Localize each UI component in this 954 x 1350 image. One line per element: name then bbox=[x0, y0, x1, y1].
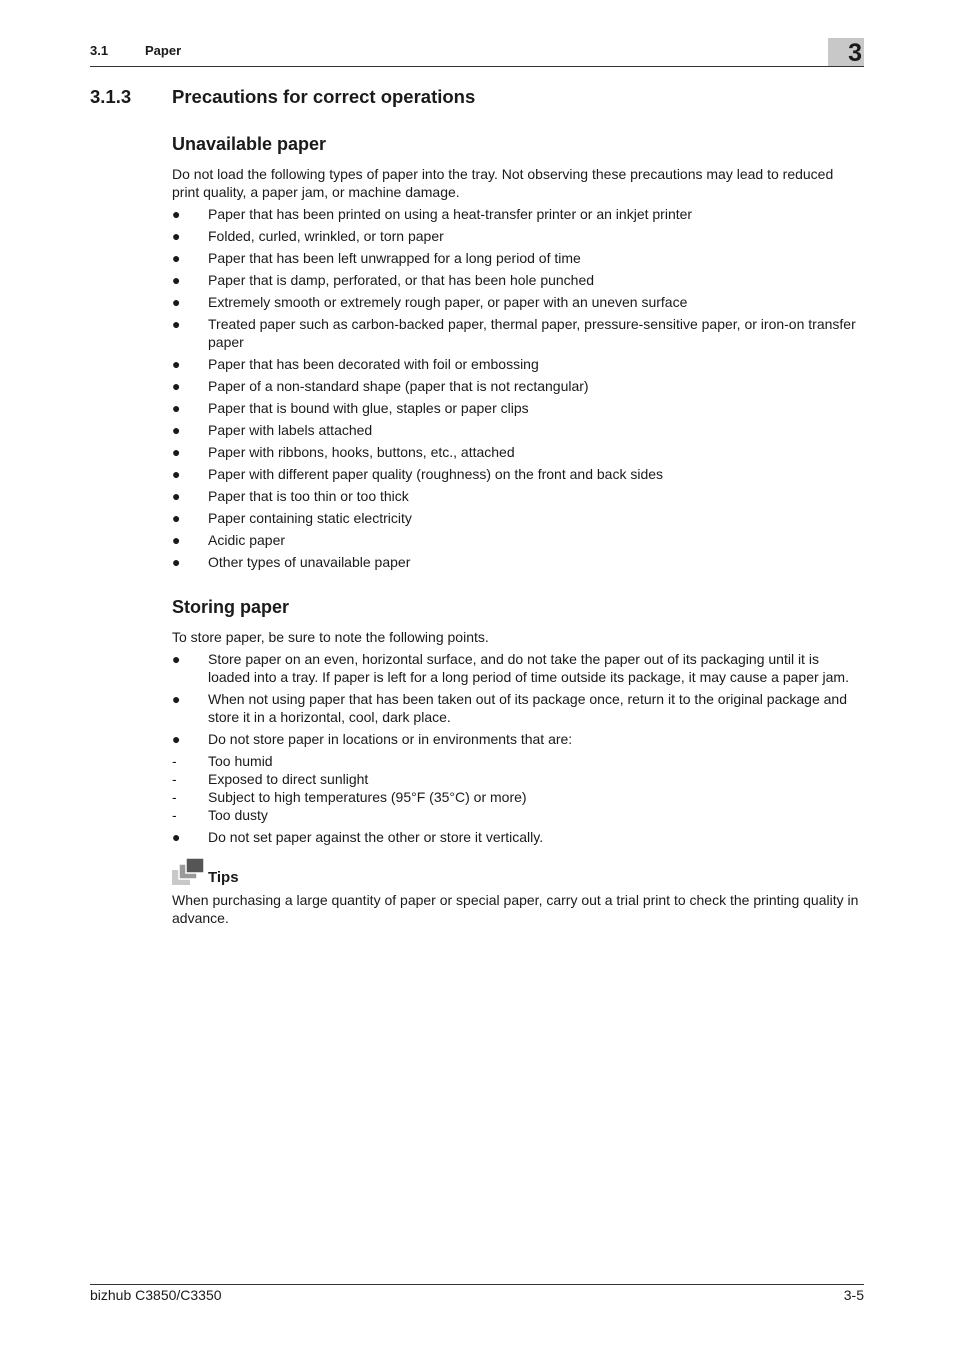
tips-text: When purchasing a large quantity of paper or special paper, carry out a trial print to check the printing quality in advance. bbox=[172, 892, 859, 926]
list-item: ● Folded, curled, wrinkled, or torn paper bbox=[172, 228, 444, 244]
dash-mark: - bbox=[172, 771, 177, 787]
list-item: ● Other types of unavailable paper bbox=[172, 554, 411, 570]
bullet-mark: ● bbox=[172, 444, 181, 460]
bullet-mark: ● bbox=[172, 422, 181, 438]
dash-mark: - bbox=[172, 789, 177, 805]
footer-page-number: 3-5 bbox=[843, 1287, 864, 1303]
sub-list-item: - Too dusty bbox=[172, 807, 268, 823]
storing-list bbox=[172, 650, 864, 846]
header-section-number: 3.1 bbox=[90, 43, 109, 58]
list-item: ● Paper with ribbons, hooks, buttons, etc., attached bbox=[172, 444, 515, 460]
dash-mark: - bbox=[172, 753, 177, 769]
section-number: 3.1.3 bbox=[90, 86, 132, 107]
unavailable-intro: Do not load the following types of paper into the tray. Not observing these precautions may lead to reduced print quality, a paper jam, or machine damage. bbox=[172, 166, 834, 200]
list-item: ● Paper that has been left unwrapped for a long period of time bbox=[172, 250, 581, 266]
bullet-mark: ● bbox=[172, 250, 181, 266]
list-item: ● Paper with labels attached bbox=[172, 422, 373, 438]
storing-intro: To store paper, be sure to note the following points. bbox=[172, 629, 489, 645]
list-item: ● When not using paper that has been taken out of its package once, return it to the original package and store it in a horizontal, cool, dark place. bbox=[172, 691, 847, 725]
page-footer bbox=[90, 1284, 864, 1303]
bullet-mark: ● bbox=[172, 294, 181, 310]
sub-list-item: - Exposed to direct sunlight bbox=[172, 771, 369, 787]
tips-header bbox=[172, 857, 864, 887]
bullet-mark: ● bbox=[172, 532, 181, 548]
section-heading bbox=[90, 86, 475, 108]
list-item: ● Extremely smooth or extremely rough paper, or paper with an uneven surface bbox=[172, 294, 688, 310]
tips-block bbox=[172, 857, 864, 927]
bullet-mark: ● bbox=[172, 316, 181, 332]
list-item: ● Paper that is bound with glue, staples or paper clips bbox=[172, 400, 529, 416]
chapter-badge: 3 bbox=[828, 38, 864, 66]
bullet-mark: ● bbox=[172, 400, 181, 416]
list-item: ● Paper containing static electricity bbox=[172, 510, 412, 526]
unavailable-list bbox=[172, 205, 864, 571]
list-item: ● Paper that has been decorated with foil or embossing bbox=[172, 356, 539, 372]
section-title: Precautions for correct operations bbox=[172, 86, 476, 107]
bullet-mark: ● bbox=[172, 488, 181, 504]
header-section-title: Paper bbox=[145, 43, 182, 58]
list-item: ● Paper of a non-standard shape (paper that is not rectangular) bbox=[172, 378, 589, 394]
sub-list-item: - Too humid bbox=[172, 753, 273, 769]
list-item: ● Paper that is too thin or too thick bbox=[172, 488, 409, 504]
bullet-mark: ● bbox=[172, 466, 181, 482]
bullet-mark: ● bbox=[172, 356, 181, 372]
bullet-mark: ● bbox=[172, 510, 181, 526]
dash-mark: - bbox=[172, 807, 177, 823]
list-item: ● Do not set paper against the other or store it vertically. bbox=[172, 829, 544, 845]
bullet-mark: ● bbox=[172, 378, 181, 394]
list-item: ● Do not store paper in locations or in environments that are: bbox=[172, 731, 573, 747]
list-item: ● Acidic paper bbox=[172, 532, 286, 548]
bullet-mark: ● bbox=[172, 228, 181, 244]
bullet-mark: ● bbox=[172, 272, 181, 288]
tips-label: Tips bbox=[208, 869, 239, 886]
list-item: ● Paper with different paper quality (roughness) on the front and back sides bbox=[172, 466, 664, 482]
bullet-mark: ● bbox=[172, 651, 181, 667]
list-item: ● Paper that is damp, perforated, or that has been hole punched bbox=[172, 272, 595, 288]
page-header bbox=[90, 38, 864, 67]
unavailable-heading: Unavailable paper bbox=[172, 134, 327, 154]
storing-paper-block bbox=[172, 597, 864, 850]
list-item: ● Paper that has been printed on using a heat-transfer printer or an inkjet printer bbox=[172, 206, 693, 222]
bullet-mark: ● bbox=[172, 691, 181, 707]
bullet-mark: ● bbox=[172, 829, 181, 845]
bullet-mark: ● bbox=[172, 206, 181, 222]
unavailable-paper-block bbox=[172, 134, 864, 575]
storing-heading: Storing paper bbox=[172, 597, 290, 617]
bullet-mark: ● bbox=[172, 731, 181, 747]
list-item: ● Treated paper such as carbon-backed paper, thermal paper, pressure-sensitive paper, or iron-on transfer paper bbox=[172, 316, 856, 350]
sub-list-item: - Subject to high temperatures (95°F (35°C) or more) bbox=[172, 789, 527, 805]
bullet-mark: ● bbox=[172, 554, 181, 570]
footer-product: bizhub C3850/C3350 bbox=[90, 1287, 222, 1303]
list-item: ● Store paper on an even, horizontal surface, and do not take the paper out of its packaging until it is loaded into a tray. If paper is left for a long period of time outside its package, it may cause a paper jam. bbox=[172, 651, 849, 685]
tips-icon bbox=[172, 857, 206, 887]
